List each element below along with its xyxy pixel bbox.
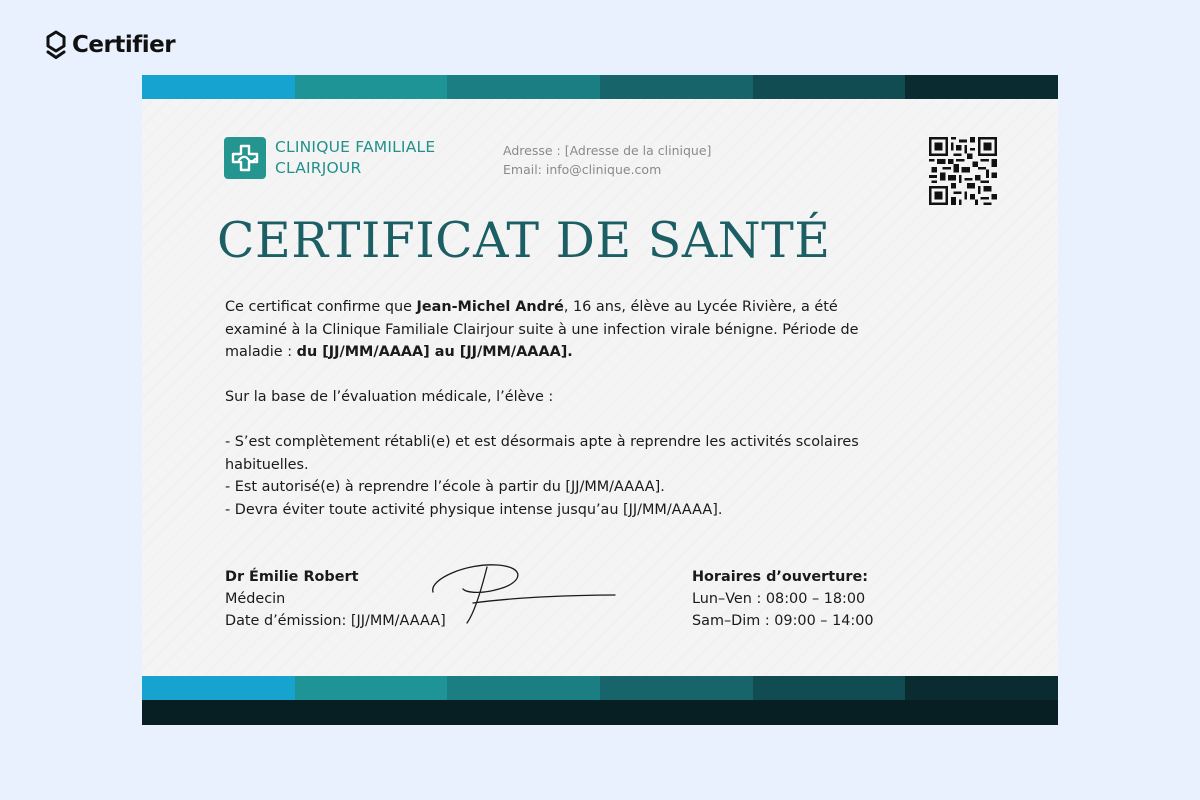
brand-name: Certifier [72, 32, 176, 58]
finding-item: - Devra éviter toute activité physique intense jusqu’au [JJ/MM/AAAA]. [225, 501, 723, 518]
illness-period: du [JJ/MM/AAAA] au [JJ/MM/AAAA]. [296, 344, 573, 360]
band-segment [447, 676, 600, 700]
top-color-band [142, 75, 1058, 99]
band-segment [600, 75, 753, 99]
signature-image [427, 557, 622, 629]
signer-block [225, 566, 446, 632]
intro-text-middle: , 16 ans, élève au Lycée Rivière, a été examiné à la Clinique Familiale Clairjour suite à une infection virale bénigne. Période de maladie : [225, 299, 859, 360]
band-segment [142, 676, 295, 700]
certificate-body [225, 296, 885, 521]
issue-date: Date d’émission: [JJ/MM/AAAA] [225, 613, 446, 629]
band-segment [905, 676, 1058, 700]
band-segment [753, 75, 906, 99]
finding-item: - Est autorisé(e) à reprendre l’école à partir du [JJ/MM/AAAA]. [225, 479, 665, 495]
band-segment [142, 75, 295, 99]
opening-hours [692, 566, 874, 632]
clinic-contact [503, 141, 711, 179]
qr-code-icon [927, 137, 999, 205]
band-segment [600, 676, 753, 700]
hours-weekdays: Lun–Ven : 08:00 – 18:00 [692, 591, 866, 607]
band-segment [447, 75, 600, 99]
band-segment [753, 676, 906, 700]
signer-name: Dr Émilie Robert [225, 569, 359, 585]
assessment-intro: Sur la base de l’évaluation médicale, l’élève : [225, 389, 554, 405]
finding-item: - S’est complètement rétabli(e) et est désormais apte à reprendre les activités scolaires habituelles. [225, 434, 859, 473]
certifier-brand [44, 30, 175, 60]
signer-role: Médecin [225, 591, 286, 607]
band-segment [295, 75, 448, 99]
intro-text-start: Ce certificat confirme que [225, 299, 417, 315]
clinic-address: Adresse : [Adresse de la clinique] [503, 143, 712, 158]
hours-weekend: Sam–Dim : 09:00 – 14:00 [692, 613, 874, 629]
band-segment [295, 676, 448, 700]
clinic-name-line2: CLAIRJOUR [275, 159, 362, 177]
medical-cross-icon [224, 137, 266, 179]
patient-name: Jean-Michel André [416, 299, 564, 315]
certifier-logo-icon [44, 30, 68, 60]
certificate-title: CERTIFICAT DE SANTÉ [217, 212, 831, 269]
bottom-dark-band [142, 700, 1058, 725]
clinic-name-line1: CLINIQUE FAMILIALE [275, 138, 436, 156]
clinic-name [275, 137, 435, 179]
intro-paragraph [225, 296, 885, 364]
band-segment [905, 75, 1058, 99]
clinic-email: Email: info@clinique.com [503, 162, 662, 177]
hours-heading: Horaires d’ouverture: [692, 569, 868, 585]
bottom-color-band [142, 676, 1058, 700]
health-certificate [142, 75, 1058, 725]
